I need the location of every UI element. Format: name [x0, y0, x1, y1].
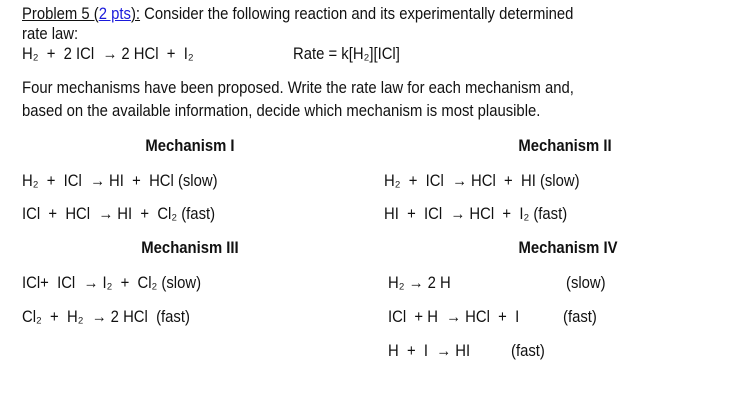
mechanism-3-title: Mechanism III	[141, 239, 239, 257]
mechanism-3-step-2: Cl₂ + H₂ → 2 HCl (fast)	[22, 308, 190, 326]
instructions-line2: based on the available information, decide which mechanism is most plausible.	[22, 102, 541, 120]
mechanism-2-step-2: HI + ICl → HCl + I₂ (fast)	[384, 205, 568, 223]
mechanism-2-title: Mechanism II	[518, 137, 612, 155]
mechanism-4-step-2: ICl + H → HCl + I	[388, 308, 520, 326]
mechanism-4-title: Mechanism IV	[518, 239, 618, 257]
instructions-line1: Four mechanisms have been proposed. Write the rate law for each mechanism and,	[22, 79, 574, 97]
problem-intro-line2: rate law:	[22, 25, 79, 43]
mechanism-4-step-3: H + I → HI	[388, 342, 471, 360]
mechanism-1-step-2: ICl + HCl → HI + Cl₂ (fast)	[22, 205, 216, 223]
overall-reaction: H₂ + 2 ICl → 2 HCl + I₂	[22, 45, 194, 63]
points-link[interactable]: 2 pts	[98, 5, 131, 23]
problem-label-end: ):	[130, 5, 141, 23]
mechanism-4-step-1: H₂ → 2 H	[388, 274, 451, 292]
mechanism-4-step-2-speed: (fast)	[563, 308, 597, 326]
rate-law: Rate = k[H₂][ICl]	[293, 45, 400, 63]
mechanism-1-title: Mechanism I	[145, 137, 235, 155]
mechanism-3-step-1: ICl+ ICl → I₂ + Cl₂ (slow)	[22, 274, 202, 292]
mechanism-4-step-3-speed: (fast)	[511, 342, 545, 360]
mechanism-4-step-1-speed: (slow)	[566, 274, 606, 292]
problem-intro: Consider the following reaction and its experimentally determined	[140, 5, 574, 23]
problem-header	[22, 4, 573, 24]
problem-label: Problem 5 (	[22, 5, 99, 23]
mechanism-2-step-1: H₂ + ICl → HCl + HI (slow)	[384, 172, 580, 190]
mechanism-1-step-1: H₂ + ICl → HI + HCl (slow)	[22, 172, 218, 190]
